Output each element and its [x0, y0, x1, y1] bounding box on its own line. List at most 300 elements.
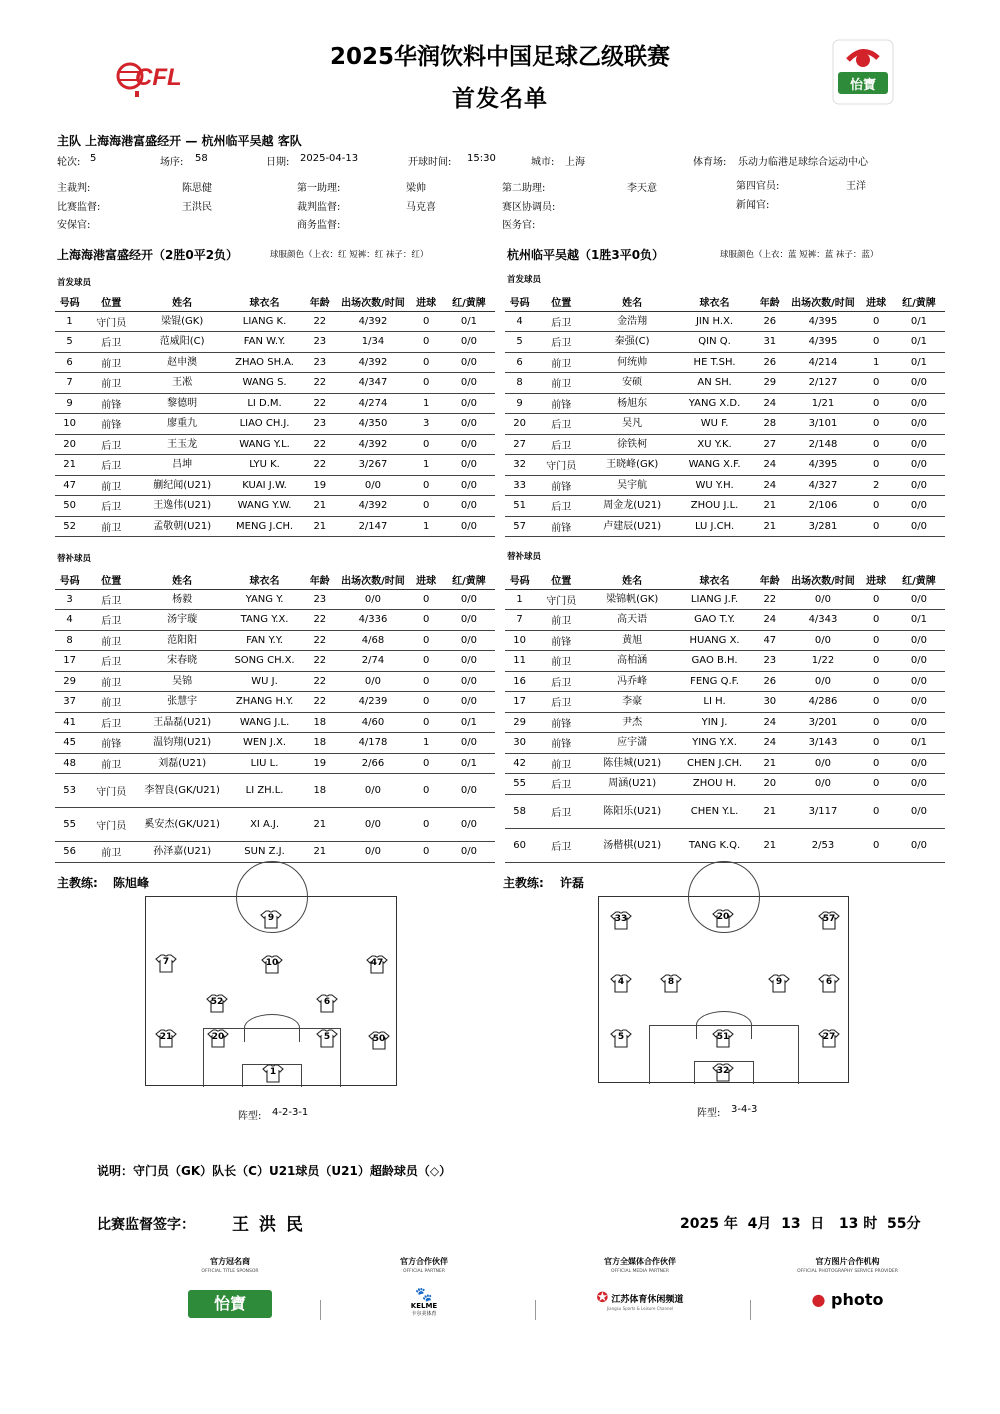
- table-cell: 21: [753, 516, 786, 537]
- table-row: [55, 842, 495, 863]
- table-cell: 0: [409, 373, 442, 394]
- table-row: [505, 373, 945, 394]
- shirt-number: 1: [269, 1067, 277, 1077]
- table-cell: 0: [859, 455, 892, 476]
- column-header: 进球: [859, 571, 892, 589]
- table-cell: 前卫: [84, 671, 138, 692]
- sponsor-divider: [535, 1300, 536, 1320]
- table-cell: 0/0: [893, 692, 945, 713]
- table-cell: 22: [303, 311, 336, 332]
- yibao-logo: 怡寶: [188, 1290, 272, 1318]
- table-cell: 0/0: [443, 496, 495, 517]
- table-cell: 0: [409, 671, 442, 692]
- table-cell: 杨旭东: [588, 393, 676, 414]
- table-cell: 后卫: [534, 794, 588, 828]
- table-cell: 21: [303, 842, 336, 863]
- table-cell: 0/0: [893, 712, 945, 733]
- table-cell: 26: [753, 671, 786, 692]
- column-header: 位置: [534, 293, 588, 311]
- table-cell: GAO T.Y.: [676, 610, 753, 631]
- table-cell: 1: [55, 311, 84, 332]
- table-cell: 0: [859, 692, 892, 713]
- jsbc-logo-sub: Jiangsu Sports & Leisure Channel: [606, 1306, 674, 1311]
- table-cell: JIN H.X.: [676, 311, 753, 332]
- table-cell: 3/117: [786, 794, 859, 828]
- table-cell: 0/0: [336, 774, 409, 808]
- table-row: [55, 373, 495, 394]
- kelme-logo-sub: 卡尔美体育: [411, 1311, 437, 1317]
- table-cell: 23: [303, 352, 336, 373]
- column-header: 进球: [409, 293, 442, 311]
- table-cell: 21: [303, 808, 336, 842]
- away-player-shirt-icon: [712, 1029, 734, 1048]
- table-cell: 0/0: [893, 475, 945, 496]
- table-cell: 0: [859, 610, 892, 631]
- table-cell: HE T.SH.: [676, 352, 753, 373]
- home-coach-name: 陈旭峰: [113, 876, 150, 890]
- table-cell: WANG Y.L.: [226, 434, 303, 455]
- table-row: [55, 589, 495, 610]
- column-header: 球衣名: [676, 571, 753, 589]
- shirt-number: 50: [372, 1034, 386, 1044]
- away-starters-heading: 首发球员: [507, 275, 542, 285]
- table-cell: KUAI J.W.: [226, 475, 303, 496]
- table-cell: 0/0: [893, 393, 945, 414]
- table-cell: 4/395: [786, 311, 859, 332]
- table-cell: 0/0: [893, 651, 945, 672]
- table-cell: 2/53: [786, 828, 859, 862]
- shirt-number: 57: [822, 914, 836, 924]
- away-formation-value: 3-4-3: [731, 1104, 758, 1115]
- table-cell: 徐铁柯: [588, 434, 676, 455]
- table-row: [55, 311, 495, 332]
- table-cell: 0: [409, 630, 442, 651]
- table-cell: 应宇潇: [588, 733, 676, 754]
- table-cell: WANG J.L.: [226, 712, 303, 733]
- table-cell: 1: [409, 393, 442, 414]
- shirt-number: 6: [825, 977, 833, 987]
- table-cell: 0: [859, 373, 892, 394]
- table-cell: 0: [409, 610, 442, 631]
- table-cell: 前锋: [534, 393, 588, 414]
- table-row: [505, 610, 945, 631]
- column-header: 年龄: [303, 571, 336, 589]
- table-row: [505, 393, 945, 414]
- table-cell: 守门员: [534, 589, 588, 610]
- home-player-shirt-icon: [262, 1064, 284, 1083]
- table-cell: 21: [753, 794, 786, 828]
- table-cell: 守门员: [84, 774, 138, 808]
- table-cell: 10: [505, 630, 534, 651]
- table-row: [55, 671, 495, 692]
- table-cell: 梁锦帆(GK): [588, 589, 676, 610]
- table-cell: 22: [303, 455, 336, 476]
- table-cell: 37: [55, 692, 84, 713]
- table-cell: 0/0: [786, 589, 859, 610]
- supervisor-signature: 王洪民: [232, 1215, 313, 1235]
- column-header: 出场次数/时间: [786, 571, 859, 589]
- table-cell: 22: [303, 630, 336, 651]
- table-cell: FAN Y.Y.: [226, 630, 303, 651]
- table-cell: 后卫: [84, 712, 138, 733]
- table-row: [505, 311, 945, 332]
- column-header: 进球: [409, 571, 442, 589]
- table-cell: 0/0: [893, 753, 945, 774]
- table-cell: 2/127: [786, 373, 859, 394]
- table-row: [505, 794, 945, 828]
- table-cell: 4/68: [336, 630, 409, 651]
- table-cell: 60: [505, 828, 534, 862]
- table-cell: 冯乔峰: [588, 671, 676, 692]
- table-cell: 4/336: [336, 610, 409, 631]
- table-cell: 7: [55, 373, 84, 394]
- table-cell: 高天语: [588, 610, 676, 631]
- table-cell: MENG J.CH.: [226, 516, 303, 537]
- away-player-shirt-icon: [610, 974, 632, 993]
- match-no-label: 场序:: [160, 157, 184, 168]
- table-cell: 李豪: [588, 692, 676, 713]
- home-formation-label: 阵型:: [238, 1111, 262, 1122]
- table-cell: 0/1: [893, 733, 945, 754]
- page-subtitle: 首发名单: [452, 86, 548, 112]
- table-cell: 0/0: [893, 434, 945, 455]
- table-cell: 前锋: [534, 475, 588, 496]
- table-cell: 0/0: [893, 373, 945, 394]
- table-cell: 0/0: [336, 842, 409, 863]
- table-cell: WU J.: [226, 671, 303, 692]
- table-cell: 何统帅: [588, 352, 676, 373]
- table-cell: 0: [409, 311, 442, 332]
- table-cell: WU F.: [676, 414, 753, 435]
- table-cell: 后卫: [534, 496, 588, 517]
- table-cell: CHEN Y.L.: [676, 794, 753, 828]
- table-cell: 0: [859, 516, 892, 537]
- column-header: 姓名: [138, 293, 226, 311]
- table-cell: CHEN J.CH.: [676, 753, 753, 774]
- table-row: [505, 332, 945, 353]
- table-cell: 王凇: [138, 373, 226, 394]
- shirt-number: 9: [775, 977, 783, 987]
- shirt-number: 32: [716, 1066, 730, 1076]
- table-row: [55, 434, 495, 455]
- table-cell: ZHANG H.Y.: [226, 692, 303, 713]
- home-starters-table: [55, 293, 495, 537]
- home-subs-heading: 替补球员: [57, 554, 92, 564]
- table-cell: 0/1: [443, 712, 495, 733]
- table-cell: 4/392: [336, 496, 409, 517]
- round-value: 5: [90, 153, 97, 164]
- jsbc-logo: ✪ 江苏体育休闲频道: [596, 1290, 684, 1306]
- table-cell: 前卫: [84, 753, 138, 774]
- table-cell: 0/0: [893, 414, 945, 435]
- table-row: [55, 352, 495, 373]
- table-cell: 0/0: [443, 610, 495, 631]
- date-value: 2025-04-13: [300, 153, 359, 164]
- column-header: 出场次数/时间: [336, 293, 409, 311]
- table-row: [55, 496, 495, 517]
- table-cell: 29: [753, 373, 786, 394]
- table-cell: 0/1: [893, 610, 945, 631]
- table-cell: 尹杰: [588, 712, 676, 733]
- table-cell: 0: [859, 589, 892, 610]
- table-cell: FAN W.Y.: [226, 332, 303, 353]
- table-cell: 30: [753, 692, 786, 713]
- table-cell: 0/0: [443, 842, 495, 863]
- table-cell: 30: [505, 733, 534, 754]
- table-cell: 0: [409, 712, 442, 733]
- away-subs-table: [505, 571, 945, 863]
- city-label: 城市:: [531, 157, 555, 168]
- table-cell: 2/148: [786, 434, 859, 455]
- table-cell: 3/143: [786, 733, 859, 754]
- table-cell: LIU L.: [226, 753, 303, 774]
- table-cell: 0: [859, 651, 892, 672]
- table-cell: 22: [303, 610, 336, 631]
- table-cell: 前锋: [84, 393, 138, 414]
- round-label: 轮次:: [57, 157, 81, 168]
- table-cell: 陈佳城(U21): [588, 753, 676, 774]
- home-player-shirt-icon: [206, 994, 228, 1013]
- table-cell: TANG Y.X.: [226, 610, 303, 631]
- home-player-shirt-icon: [155, 1029, 177, 1048]
- table-cell: 8: [55, 630, 84, 651]
- table-cell: LIANG J.F.: [676, 589, 753, 610]
- table-cell: 0: [859, 753, 892, 774]
- table-cell: 16: [505, 671, 534, 692]
- table-cell: 后卫: [84, 455, 138, 476]
- press-officer-label: 新闻官:: [736, 200, 770, 211]
- table-cell: 0/0: [893, 455, 945, 476]
- table-cell: 0/0: [443, 352, 495, 373]
- table-cell: 0/1: [443, 753, 495, 774]
- table-cell: 4/286: [786, 692, 859, 713]
- table-row: [55, 630, 495, 651]
- table-cell: 22: [753, 589, 786, 610]
- table-cell: 前卫: [84, 842, 138, 863]
- table-cell: 0/0: [893, 828, 945, 862]
- column-header: 姓名: [138, 571, 226, 589]
- table-row: [55, 774, 495, 808]
- table-cell: 9: [505, 393, 534, 414]
- table-cell: 王逸伟(U21): [138, 496, 226, 517]
- table-cell: 0: [859, 434, 892, 455]
- column-header: 红/黄牌: [443, 571, 495, 589]
- table-cell: FENG Q.F.: [676, 671, 753, 692]
- table-cell: 26: [753, 352, 786, 373]
- table-cell: 后卫: [84, 434, 138, 455]
- table-cell: 卢建辰(U21): [588, 516, 676, 537]
- sponsor-divider: [320, 1300, 321, 1320]
- table-cell: WANG Y.W.: [226, 496, 303, 517]
- table-cell: 27: [753, 434, 786, 455]
- shirt-number: 20: [716, 912, 730, 922]
- column-header: 红/黄牌: [893, 293, 945, 311]
- table-cell: 宋春晓: [138, 651, 226, 672]
- table-cell: 0: [409, 589, 442, 610]
- table-cell: 2/66: [336, 753, 409, 774]
- home-kit-colors: 球服颜色（上衣：红 短裤：红 袜子：红）: [270, 250, 429, 260]
- table-cell: SUN Z.J.: [226, 842, 303, 863]
- table-cell: 0/0: [893, 589, 945, 610]
- table-cell: 48: [55, 753, 84, 774]
- column-header: 球衣名: [226, 571, 303, 589]
- table-row: [505, 516, 945, 537]
- sponsor-divider: [750, 1300, 751, 1320]
- table-cell: 0/0: [443, 393, 495, 414]
- column-header: 姓名: [588, 293, 676, 311]
- table-cell: 0/0: [893, 630, 945, 651]
- table-row: [505, 455, 945, 476]
- table-cell: 23: [753, 651, 786, 672]
- table-cell: 后卫: [534, 311, 588, 332]
- match-no-value: 58: [195, 153, 208, 164]
- table-cell: 刘磊(U21): [138, 753, 226, 774]
- table-cell: 前卫: [84, 475, 138, 496]
- table-cell: 17: [55, 651, 84, 672]
- table-row: [55, 651, 495, 672]
- table-cell: 45: [55, 733, 84, 754]
- table-cell: 王玉龙: [138, 434, 226, 455]
- table-cell: 51: [505, 496, 534, 517]
- away-player-shirt-icon: [610, 911, 632, 930]
- table-cell: 0: [859, 414, 892, 435]
- table-cell: 4/392: [336, 311, 409, 332]
- table-row: [505, 630, 945, 651]
- table-cell: YIN J.: [676, 712, 753, 733]
- ar2-value: 李天意: [627, 183, 657, 194]
- column-header: 位置: [534, 571, 588, 589]
- table-cell: 0: [409, 692, 442, 713]
- table-cell: 1: [859, 352, 892, 373]
- table-cell: 0: [409, 753, 442, 774]
- table-cell: 4/60: [336, 712, 409, 733]
- home-player-shirt-icon: [368, 1031, 390, 1050]
- table-cell: 范威阳(C): [138, 332, 226, 353]
- home-subs-table: [55, 571, 495, 863]
- table-row: [55, 414, 495, 435]
- table-cell: 0/0: [443, 475, 495, 496]
- away-player-shirt-icon: [818, 911, 840, 930]
- table-cell: 0/0: [786, 671, 859, 692]
- table-cell: 20: [55, 434, 84, 455]
- table-cell: 后卫: [534, 774, 588, 795]
- table-cell: 24: [753, 455, 786, 476]
- table-cell: 张慧宇: [138, 692, 226, 713]
- table-cell: WANG S.: [226, 373, 303, 394]
- referee-value: 陈思健: [182, 183, 212, 194]
- signature-label: 比赛监督签字：: [97, 1217, 195, 1233]
- table-cell: 前卫: [534, 610, 588, 631]
- table-cell: 廖重九: [138, 414, 226, 435]
- table-cell: 18: [303, 712, 336, 733]
- table-cell: YANG Y.: [226, 589, 303, 610]
- table-cell: WANG X.F.: [676, 455, 753, 476]
- table-cell: 0/0: [336, 671, 409, 692]
- column-header: 年龄: [303, 293, 336, 311]
- table-cell: 0/1: [443, 311, 495, 332]
- table-cell: 29: [55, 671, 84, 692]
- column-header: 红/黄牌: [893, 571, 945, 589]
- table-cell: 0/0: [443, 373, 495, 394]
- teams-line: 主队 上海海港富盛经开 — 杭州临平吴越 客队: [57, 134, 302, 148]
- column-header: 出场次数/时间: [786, 293, 859, 311]
- table-cell: 22: [303, 373, 336, 394]
- table-cell: 22: [303, 671, 336, 692]
- table-cell: 23: [303, 414, 336, 435]
- table-cell: 0: [859, 393, 892, 414]
- table-cell: 4/347: [336, 373, 409, 394]
- table-cell: 0: [409, 475, 442, 496]
- table-cell: 10: [55, 414, 84, 435]
- table-cell: 56: [55, 842, 84, 863]
- column-header: 年龄: [753, 571, 786, 589]
- table-cell: LI ZH.L.: [226, 774, 303, 808]
- table-cell: 守门员: [534, 455, 588, 476]
- table-cell: XI A.J.: [226, 808, 303, 842]
- table-cell: 赵申澳: [138, 352, 226, 373]
- table-cell: 0/1: [893, 352, 945, 373]
- table-cell: 29: [505, 712, 534, 733]
- table-cell: 奚安杰(GK/U21): [138, 808, 226, 842]
- table-cell: LI H.: [676, 692, 753, 713]
- date-label: 日期:: [266, 157, 290, 168]
- table-cell: 温钧翔(U21): [138, 733, 226, 754]
- table-row: [55, 753, 495, 774]
- home-coach-label: 主教练:: [57, 876, 98, 890]
- table-cell: 20: [505, 414, 534, 435]
- table-cell: 0: [859, 311, 892, 332]
- table-cell: 前锋: [534, 630, 588, 651]
- table-cell: 1/21: [786, 393, 859, 414]
- table-cell: 0: [859, 496, 892, 517]
- table-cell: QIN Q.: [676, 332, 753, 353]
- fourth-official-label: 第四官员:: [736, 181, 780, 192]
- home-player-shirt-icon: [316, 994, 338, 1013]
- sponsor-official-partner: 官方合作伙伴 OFFICIAL PARTNER 🐾 KELME 卡尔美体育: [364, 1256, 484, 1317]
- table-cell: 4: [505, 311, 534, 332]
- table-row: [55, 610, 495, 631]
- table-cell: 前锋: [534, 733, 588, 754]
- table-cell: 后卫: [534, 828, 588, 862]
- sponsor-title-sponsor: 官方冠名商 OFFICIAL TITLE SPONSOR 怡寶: [170, 1256, 290, 1318]
- table-cell: 21: [55, 455, 84, 476]
- table-cell: YING Y.X.: [676, 733, 753, 754]
- table-cell: 4/395: [786, 455, 859, 476]
- home-player-shirt-icon: [316, 1029, 338, 1048]
- table-cell: 3/281: [786, 516, 859, 537]
- table-row: [505, 753, 945, 774]
- away-player-shirt-icon: [610, 1029, 632, 1048]
- table-cell: 23: [303, 332, 336, 353]
- table-cell: LU J.CH.: [676, 516, 753, 537]
- table-cell: 蒯纪闻(U21): [138, 475, 226, 496]
- column-header: 进球: [859, 293, 892, 311]
- supervisor-value: 王洪民: [182, 202, 212, 213]
- table-row: [55, 808, 495, 842]
- table-cell: 后卫: [534, 414, 588, 435]
- sponsor-media-partner: 官方全媒体合作伙伴 OFFICIAL MEDIA PARTNER ✪ 江苏体育休闲频道 Jiangsu Sports & Leisure Channel: [575, 1256, 705, 1311]
- table-cell: 0/0: [443, 589, 495, 610]
- table-cell: 19: [303, 475, 336, 496]
- table-cell: 52: [55, 516, 84, 537]
- venue-label: 体育场:: [693, 157, 727, 168]
- table-cell: 0: [409, 352, 442, 373]
- table-cell: 黄旭: [588, 630, 676, 651]
- kickoff-value: 15:30: [467, 153, 496, 164]
- table-cell: 2/74: [336, 651, 409, 672]
- table-cell: 19: [303, 753, 336, 774]
- table-cell: 守门员: [84, 311, 138, 332]
